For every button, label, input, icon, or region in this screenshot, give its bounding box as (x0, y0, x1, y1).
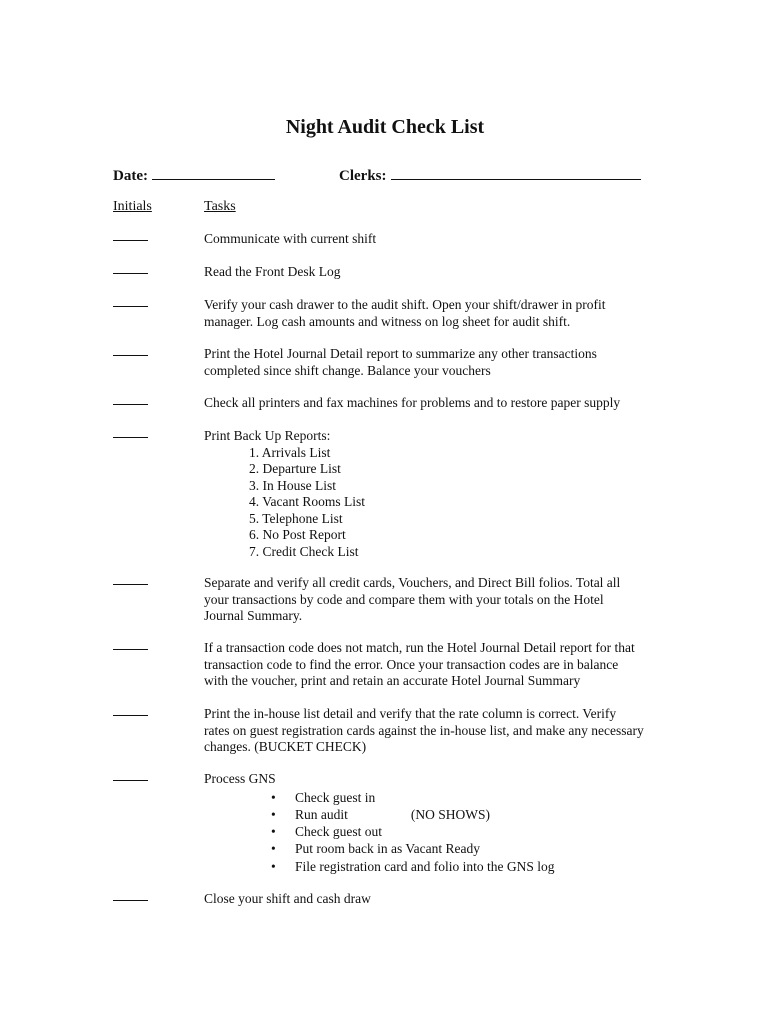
task-text (204, 231, 659, 248)
list-item-text: Check guest out (295, 824, 382, 840)
task-line: rates on guest registration cards against the in-house list, and make any necessary (204, 722, 644, 738)
task-line: your transactions by code and compare them with your totals on the Hotel (204, 591, 604, 607)
clerks-label: Clerks: (339, 168, 387, 184)
list-item: 6. No Post Report (249, 527, 346, 542)
list-item: 7. Credit Check List (249, 543, 359, 559)
clerks-blank-line (391, 165, 641, 180)
task-text (204, 395, 659, 412)
initials-blank (113, 714, 148, 716)
initials-blank (113, 403, 148, 405)
bullet-icon: • (271, 841, 276, 857)
task-line: Check all printers and fax machines for problems and to restore paper supply (204, 395, 621, 410)
page-title: Night Audit Check List (285, 116, 485, 138)
list-item: 3. In House List (249, 477, 336, 493)
list-item-text: File registration card and folio into the GNS log (295, 858, 555, 874)
task-line: Separate and verify all credit cards, Vouchers, and Direct Bill folios. Total all (204, 575, 621, 590)
backup-reports-list (204, 445, 659, 561)
bullet-icon: • (271, 806, 276, 822)
task-text (204, 297, 659, 330)
bullet-icon: • (271, 789, 276, 805)
list-item-text: Put room back in as Vacant Ready (295, 841, 480, 857)
initials-blank (113, 583, 148, 585)
task-text (204, 706, 659, 756)
initials-column-header: Initials (113, 199, 152, 214)
initials-blank (113, 239, 148, 241)
task-text (204, 771, 659, 875)
initials-blank (113, 648, 148, 650)
list-item: 1. Arrivals List (249, 444, 331, 460)
list-item: 4. Vacant Rooms List (249, 494, 365, 509)
task-line: transaction code to find the error. Once your transaction codes are in balance (204, 656, 619, 672)
initials-blank (113, 272, 148, 274)
task-text (204, 346, 659, 379)
list-item (271, 806, 659, 823)
task-line: Verify your cash drawer to the audit shift. Open your shift/drawer in profit (204, 297, 606, 312)
bullet-icon: • (271, 858, 276, 874)
gns-steps-list (204, 789, 659, 875)
list-item (271, 840, 659, 857)
list-item (271, 858, 659, 875)
clerks-field (339, 165, 641, 185)
list-item (271, 789, 659, 806)
no-shows-note: (NO SHOWS) (410, 806, 490, 822)
task-text (204, 575, 659, 625)
task-line: Process GNS (204, 771, 276, 786)
date-blank-line (152, 165, 275, 180)
bullet-icon: • (271, 824, 276, 840)
task-line: Print the in-house list detail and verify that the rate column is correct. Verify (204, 706, 617, 721)
initials-blank (113, 779, 148, 781)
list-item (271, 823, 659, 840)
task-line: Journal Summary. (204, 608, 303, 623)
task-line: completed since shift change. Balance your vouchers (204, 362, 491, 378)
tasks-column-header: Tasks (204, 199, 236, 214)
list-item-text: Run audit (295, 806, 348, 822)
task-line: Communicate with current shift (204, 231, 377, 246)
task-text (204, 428, 659, 560)
date-field (113, 165, 275, 185)
task-line: Print the Hotel Journal Detail report to summarize any other transactions (204, 346, 597, 361)
date-label: Date: (113, 168, 148, 184)
initials-blank (113, 305, 148, 307)
task-text (204, 891, 659, 908)
task-line: Read the Front Desk Log (204, 264, 341, 279)
task-text (204, 264, 659, 281)
list-item: 5. Telephone List (249, 510, 343, 526)
list-item: 2. Departure List (249, 461, 341, 476)
initials-blank (113, 899, 148, 901)
initials-blank (113, 354, 148, 356)
list-item-text: Check guest in (295, 789, 376, 805)
initials-blank (113, 436, 148, 438)
task-line: Close your shift and cash draw (204, 891, 371, 906)
task-line: manager. Log cash amounts and witness on log sheet for audit shift. (204, 313, 571, 329)
task-line: with the voucher, print and retain an accurate Hotel Journal Summary (204, 673, 581, 688)
task-line: changes. (BUCKET CHECK) (204, 739, 367, 754)
task-text (204, 640, 659, 690)
task-line: Print Back Up Reports: (204, 428, 331, 443)
task-line: If a transaction code does not match, run the Hotel Journal Detail report for that (204, 640, 635, 655)
